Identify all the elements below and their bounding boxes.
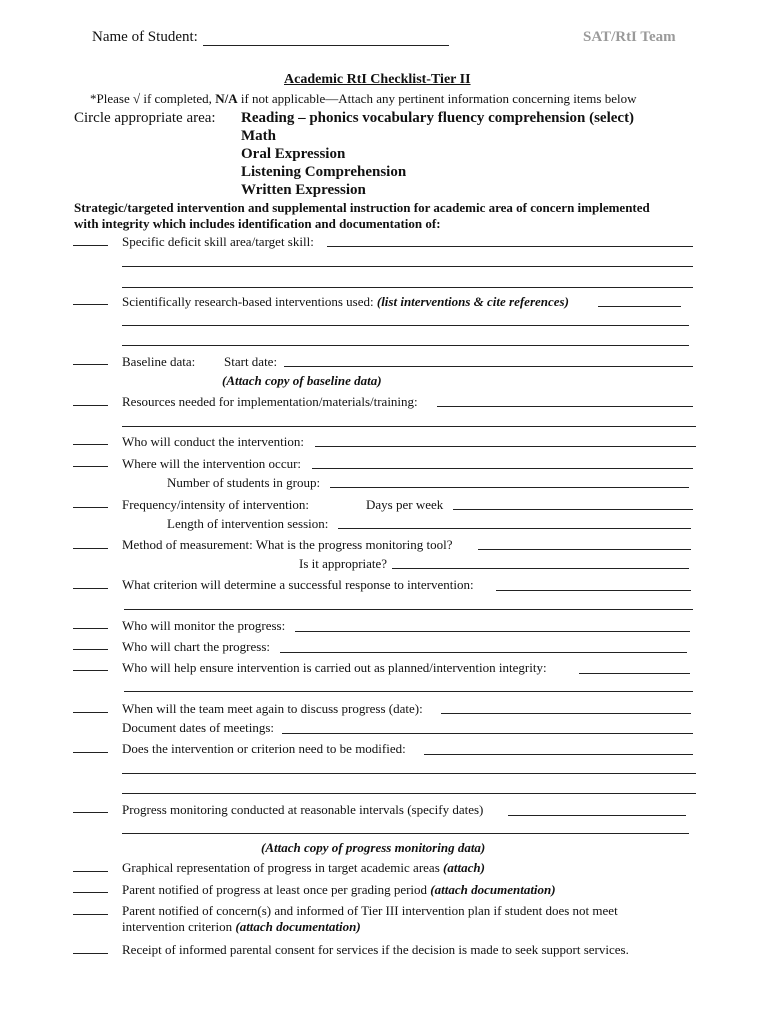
graphical-label (122, 860, 485, 876)
resources-label: Resources needed for implementation/materials/training: (122, 394, 418, 409)
num-students-label: Number of students in group: (167, 475, 321, 490)
area-listening-comprehension[interactable]: Listening Comprehension (241, 164, 407, 180)
page-title: Academic RtI Checklist-Tier II (284, 72, 471, 87)
checkbox-line[interactable] (73, 466, 108, 467)
method-label: Method of measurement: What is the progress monitoring tool? (122, 537, 453, 552)
parent-progress-label (122, 882, 556, 898)
who-integrity-field-2[interactable] (124, 691, 693, 692)
attach-baseline-note: (Attach copy of baseline data) (222, 373, 382, 388)
checkbox-line[interactable] (73, 712, 108, 713)
who-monitor-field[interactable] (295, 631, 690, 632)
checkbox-line[interactable] (73, 812, 108, 813)
modified-field-3[interactable] (122, 793, 696, 794)
when-meet-label: When will the team meet again to discuss progress (date): (122, 701, 423, 716)
team-label: SAT/RtI Team (583, 29, 676, 45)
parent-concern-line-2 (122, 919, 361, 935)
who-integrity-field[interactable] (579, 673, 690, 674)
checkbox-line[interactable] (73, 871, 108, 872)
pm-intervals-field[interactable] (508, 815, 686, 816)
who-conduct-label: Who will conduct the intervention: (122, 434, 304, 449)
sci-label-text: Scientifically research-based interventions used: (122, 294, 377, 309)
checkbox-line[interactable] (73, 548, 108, 549)
checkbox-line[interactable] (73, 507, 108, 508)
checkbox-line[interactable] (73, 752, 108, 753)
frequency-label: Frequency/intensity of intervention: (122, 497, 310, 512)
dates-meetings-label: Document dates of meetings: (122, 720, 274, 735)
appropriate-field[interactable] (392, 568, 689, 569)
parent-progress-bold: (attach documentation) (430, 882, 556, 897)
checkbox-line[interactable] (73, 405, 108, 406)
modified-label: Does the intervention or criterion need to be modified: (122, 741, 406, 756)
when-meet-field[interactable] (441, 713, 691, 714)
attach-pm-note: (Attach copy of progress monitoring data) (261, 840, 486, 855)
student-name-label: Name of Student: (92, 29, 198, 45)
checkbox-line[interactable] (73, 914, 108, 915)
area-math[interactable]: Math (241, 128, 276, 144)
checkbox-line[interactable] (73, 953, 108, 954)
pm-intervals-field-2[interactable] (122, 833, 689, 834)
area-reading[interactable]: Reading – phonics vocabulary fluency comprehension (select) (241, 110, 635, 126)
sci-field[interactable] (598, 306, 681, 307)
baseline-label: Baseline data: (122, 354, 196, 369)
who-chart-field[interactable] (280, 652, 687, 653)
criterion-field-2[interactable] (124, 609, 693, 610)
who-monitor-label: Who will monitor the progress: (122, 618, 286, 633)
consent-label: Receipt of informed parental consent for services if the decision is made to seek support services. (122, 942, 629, 957)
area-oral-expression[interactable]: Oral Expression (241, 146, 346, 162)
parent-progress-text: Parent notified of progress at least once per grading period (122, 882, 431, 897)
who-conduct-field[interactable] (315, 446, 696, 447)
strategic-heading-1: Strategic/targeted intervention and supplemental instruction for academic area of concern implemented (74, 200, 650, 215)
modified-field[interactable] (424, 754, 693, 755)
appropriate-label: Is it appropriate? (299, 556, 388, 571)
student-name-field[interactable] (203, 45, 449, 46)
sci-field-3[interactable] (122, 345, 689, 346)
method-field[interactable] (478, 549, 691, 550)
dates-meetings-field[interactable] (282, 733, 693, 734)
sci-field-2[interactable] (122, 325, 689, 326)
checkbox-line[interactable] (73, 892, 108, 893)
deficit-label: Specific deficit skill area/target skill: (122, 234, 314, 249)
checkbox-line[interactable] (73, 588, 108, 589)
pm-intervals-label: Progress monitoring conducted at reasonable intervals (specify dates) (122, 802, 484, 817)
checkbox-line[interactable] (73, 304, 108, 305)
graphical-bold: (attach) (443, 860, 485, 875)
days-per-week-label: Days per week (366, 497, 444, 512)
modified-field-2[interactable] (122, 773, 696, 774)
instructions-post: if not applicable—Attach any pertinent information concerning items below (237, 91, 637, 106)
deficit-field-2[interactable] (122, 266, 693, 267)
resources-field[interactable] (437, 406, 693, 407)
circle-area-label: Circle appropriate area: (74, 110, 216, 126)
instructions-pre: *Please √ if completed, (90, 91, 216, 106)
criterion-field[interactable] (496, 590, 691, 591)
checkbox-line[interactable] (73, 444, 108, 445)
sci-label-bold: (list interventions & cite references) (376, 294, 569, 309)
strategic-heading-2: with integrity which includes identification and documentation of: (74, 216, 441, 231)
who-integrity-label: Who will help ensure intervention is carried out as planned/intervention integrity: (122, 660, 547, 675)
where-label: Where will the intervention occur: (122, 456, 302, 471)
checkbox-line[interactable] (73, 628, 108, 629)
days-per-week-field[interactable] (453, 509, 693, 510)
where-field[interactable] (312, 468, 693, 469)
parent-concern-line-1: Parent notified of concern(s) and informed of Tier III intervention plan if student does not meet (122, 903, 618, 918)
length-label: Length of intervention session: (167, 516, 329, 531)
parent-concern-text: intervention criterion (122, 919, 236, 934)
deficit-field-3[interactable] (122, 287, 693, 288)
checkbox-line[interactable] (73, 364, 108, 365)
instructions (90, 91, 636, 107)
deficit-field[interactable] (327, 246, 693, 247)
checkbox-line[interactable] (73, 649, 108, 650)
checkbox-line[interactable] (73, 245, 108, 246)
criterion-label: What criterion will determine a successful response to intervention: (122, 577, 474, 592)
start-date-field[interactable] (284, 366, 693, 367)
area-written-expression[interactable]: Written Expression (241, 182, 366, 198)
sci-label (122, 294, 569, 310)
parent-concern-bold: (attach documentation) (235, 919, 361, 934)
resources-field-2[interactable] (122, 426, 696, 427)
length-field[interactable] (338, 528, 691, 529)
who-chart-label: Who will chart the progress: (122, 639, 271, 654)
graphical-text: Graphical representation of progress in target academic areas (122, 860, 444, 875)
start-date-label: Start date: (224, 354, 278, 369)
instructions-na: N/A (215, 91, 238, 106)
num-students-field[interactable] (330, 487, 689, 488)
checkbox-line[interactable] (73, 670, 108, 671)
